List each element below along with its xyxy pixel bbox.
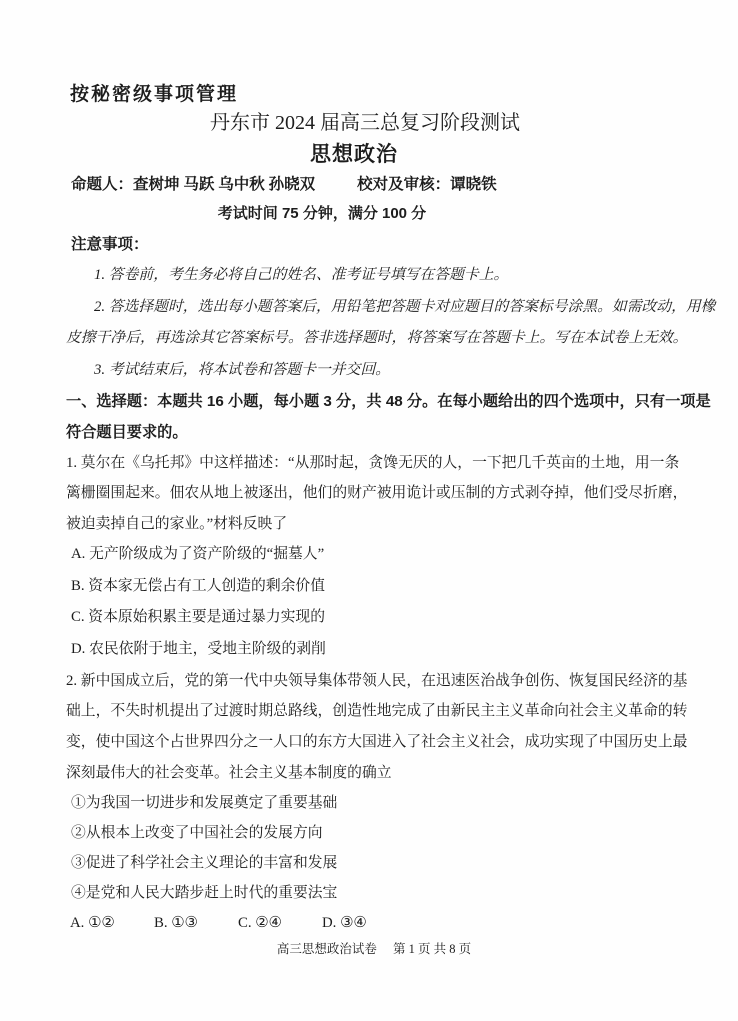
notice-item-2-continued: 皮擦干净后，再选涂其它答案标号。答非选择题时，将答案写在答题卡上。写在本试卷上无效。 (66, 330, 688, 346)
footer-page-number: 第 1 页 共 8 页 (392, 942, 472, 957)
question-2-answer-a: A. ①② (70, 915, 115, 932)
notice-heading: 注意事项： (71, 236, 149, 253)
setters-names: 命题人：查树坤 马跃 乌中秋 孙晓双 (71, 176, 316, 193)
classification-label: 按秘密级事项管理 (70, 84, 239, 105)
question-2-answer-d: D. ③④ (322, 915, 367, 932)
exam-duration-score: 考试时间 75 分钟，满分 100 分 (217, 205, 427, 222)
question-2-statement-3: ③促进了科学社会主义理论的丰富和发展 (71, 855, 338, 872)
question-1-stem-line-1: 1. 莫尔在《乌托邦》中这样描述：“从那时起，贪馋无厌的人，一下把几千英亩的土地，用一条 (66, 455, 680, 471)
question-1-option-a: A. 无产阶级成为了资产阶级的“掘墓人” (71, 546, 325, 563)
question-1-option-d: D. 农民依附于地主，受地主阶级的剥削 (71, 641, 326, 657)
question-2-answer-b: B. ①③ (154, 915, 198, 932)
question-2-statement-1: ①为我国一切进步和发展奠定了重要基础 (71, 795, 338, 812)
persons-line (66, 171, 682, 198)
section-1-heading-line-2: 符合题目要求的。 (66, 424, 188, 441)
question-2-answer-row (66, 908, 682, 938)
section-1-heading-line-1: 一、选择题：本题共 16 小题，每小题 3 分，共 48 分。在每小题给出的四个选项中，只有一项是 (66, 393, 711, 410)
question-2-answer-c: C. ②④ (238, 915, 282, 932)
footer-doc-title: 高三思想政治试卷 (276, 942, 377, 957)
question-2-stem-line-4: 深刻最伟大的社会变革。社会主义基本制度的确立 (66, 764, 392, 781)
reviewer-name: 校对及审核：谭晓铁 (357, 176, 497, 193)
question-1-stem-line-2: 篱栅圈围起来。佃农从地上被逐出，他们的财产被用诡计或压制的方式剥夺掉，他们受尽折磨， (66, 485, 688, 502)
notice-item-1: 1. 答卷前，考生务必将自己的姓名、准考证号填写在答题卡上。 (94, 267, 509, 283)
question-1-option-c: C. 资本原始积累主要是通过暴力实现的 (71, 609, 326, 626)
question-2-stem-line-2: 础上，不失时机提出了过渡时期总路线，创造性地完成了由新民主主义革命向社会主义革命的转 (66, 703, 688, 720)
page-footer (66, 941, 682, 958)
question-2-statement-4: ④是党和人民大踏步赶上时代的重要法宝 (71, 885, 338, 902)
notice-item-3: 3. 考试结束后，将本试卷和答题卡一并交回。 (94, 361, 390, 378)
exam-title: 丹东市 2024 届高三总复习阶段测试 (210, 112, 520, 134)
question-1-option-b: B. 资本家无偿占有工人创造的剩余价值 (71, 577, 326, 594)
page-content (66, 0, 716, 958)
subject-title: 思想政治 (310, 143, 398, 166)
question-1-stem-line-3: 被迫卖掉自己的家业。”材料反映了 (66, 515, 288, 532)
question-2-stem-line-1: 2. 新中国成立后，党的第一代中央领导集体带领人民，在迅速医治战争创伤、恢复国民经济的基 (66, 672, 688, 689)
question-2-stem-line-3: 变，使中国这个占世界四分之一人口的东方大国进入了社会主义社会，成功实现了中国历史上最 (66, 734, 688, 750)
question-2-statement-2: ②从根本上改变了中国社会的发展方向 (71, 825, 323, 842)
notice-item-2: 2. 答选择题时，选出每小题答案后，用铅笔把答题卡对应题目的答案标号涂黑。如需改动，用橡 (94, 298, 716, 315)
